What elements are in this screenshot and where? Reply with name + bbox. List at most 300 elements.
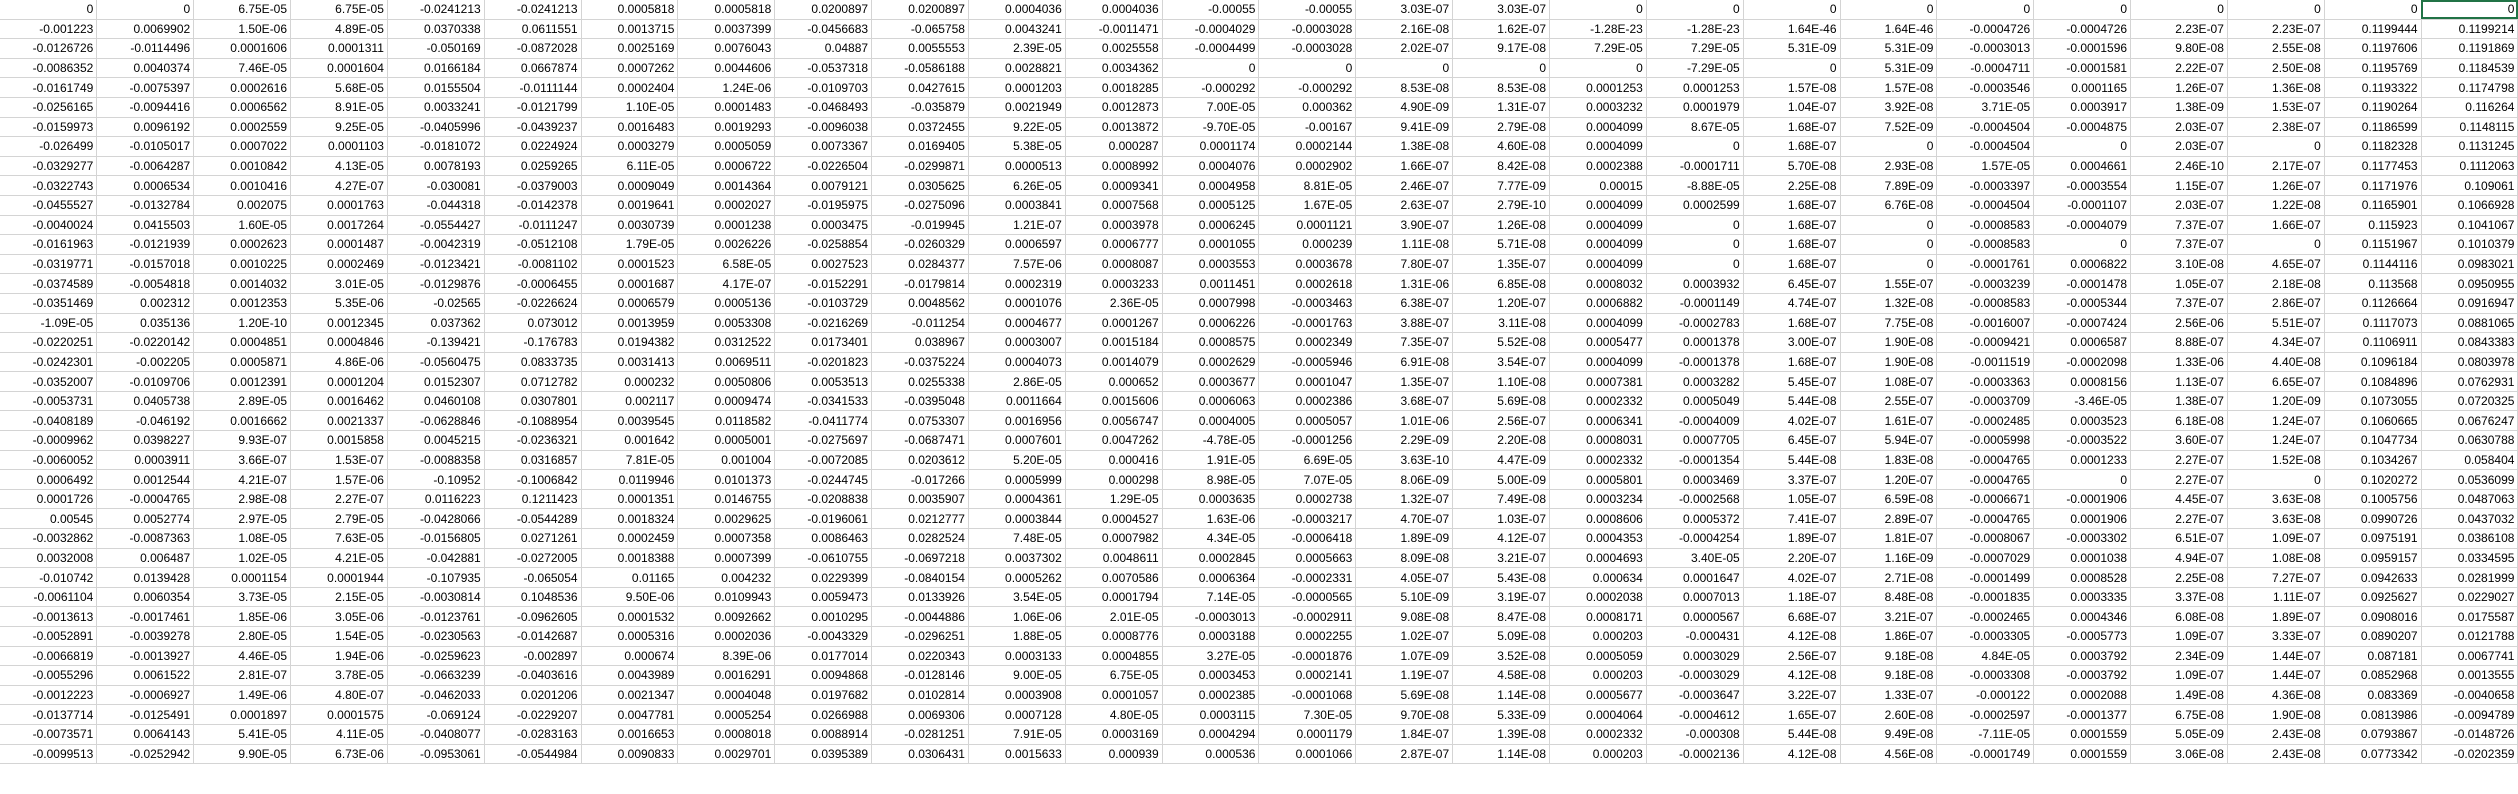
cell[interactable]: 0.0002459 (581, 529, 678, 549)
cell[interactable]: 7.27E-07 (2227, 568, 2324, 588)
cell[interactable]: 7.77E-09 (1453, 176, 1550, 196)
cell[interactable]: -0.0236321 (484, 431, 581, 451)
cell[interactable]: -0.1006842 (484, 470, 581, 490)
cell[interactable]: -0.0003029 (1646, 666, 1743, 686)
cell[interactable]: 1.62E-07 (1453, 19, 1550, 39)
cell[interactable]: -0.0003363 (1937, 372, 2034, 392)
cell[interactable]: 0.0007601 (968, 431, 1065, 451)
cell[interactable]: 0.0370338 (387, 19, 484, 39)
cell[interactable]: 0.0398227 (97, 431, 194, 451)
cell[interactable]: 2.34E-09 (2131, 646, 2228, 666)
cell[interactable]: -0.0560475 (387, 352, 484, 372)
cell[interactable]: 0.0003335 (2034, 587, 2131, 607)
cell[interactable]: 7.37E-07 (2131, 293, 2228, 313)
cell[interactable]: 0.1066928 (2421, 195, 2518, 215)
cell[interactable]: -0.0094416 (97, 97, 194, 117)
cell[interactable]: 0.0001076 (968, 293, 1065, 313)
cell[interactable]: 0.0002404 (581, 78, 678, 98)
cell[interactable]: 1.08E-07 (1840, 372, 1937, 392)
cell[interactable]: 5.45E-07 (1743, 372, 1840, 392)
cell[interactable]: -0.0220251 (0, 333, 97, 353)
cell[interactable]: -0.0244745 (775, 470, 872, 490)
cell[interactable]: 4.17E-07 (678, 274, 775, 294)
cell[interactable]: -0.0375224 (872, 352, 969, 372)
cell[interactable]: -0.0054818 (97, 274, 194, 294)
cell[interactable]: 1.85E-06 (194, 607, 291, 627)
cell[interactable]: -0.0006927 (97, 685, 194, 705)
cell[interactable]: 0.0118582 (678, 411, 775, 431)
cell[interactable]: 2.81E-07 (194, 666, 291, 686)
cell[interactable]: 1.20E-07 (1840, 470, 1937, 490)
cell[interactable]: 6.11E-05 (581, 156, 678, 176)
cell[interactable]: 1.38E-08 (1356, 137, 1453, 157)
cell[interactable]: -0.0004765 (97, 489, 194, 509)
cell[interactable]: 1.20E-07 (1453, 293, 1550, 313)
cell[interactable]: 0.0852968 (2324, 666, 2421, 686)
cell[interactable]: 0.0015184 (1065, 333, 1162, 353)
cell[interactable]: 6.75E-05 (1065, 666, 1162, 686)
cell[interactable]: 0.0004958 (1162, 176, 1259, 196)
cell[interactable]: 0.0076043 (678, 39, 775, 59)
cell[interactable]: 7.52E-09 (1840, 117, 1937, 137)
cell[interactable]: -0.0114496 (97, 39, 194, 59)
cell[interactable]: 0.0002623 (194, 235, 291, 255)
cell[interactable]: 4.12E-08 (1743, 744, 1840, 764)
cell[interactable]: 6.85E-08 (1453, 274, 1550, 294)
cell[interactable]: 6.75E-08 (2131, 705, 2228, 725)
cell[interactable]: 7.14E-05 (1162, 587, 1259, 607)
cell[interactable]: 5.41E-05 (194, 724, 291, 744)
cell[interactable]: -0.0001478 (2034, 274, 2131, 294)
cell[interactable]: 2.36E-05 (1065, 293, 1162, 313)
cell[interactable]: -0.000292 (1259, 78, 1356, 98)
cell[interactable]: 0.0003029 (1646, 646, 1743, 666)
cell[interactable]: 0.0003282 (1646, 372, 1743, 392)
cell[interactable]: 3.88E-07 (1356, 313, 1453, 333)
cell[interactable]: 2.60E-08 (1840, 705, 1937, 725)
cell[interactable]: 0.0001253 (1646, 78, 1743, 98)
cell[interactable]: -0.0005998 (1937, 431, 2034, 451)
cell[interactable]: 0.0001204 (291, 372, 388, 392)
cell[interactable]: 0.0013715 (581, 19, 678, 39)
cell[interactable]: -0.0001906 (2034, 489, 2131, 509)
cell[interactable]: 0.0200897 (872, 0, 969, 19)
cell[interactable]: 2.98E-08 (194, 489, 291, 509)
cell[interactable]: 0.000652 (1065, 372, 1162, 392)
cell[interactable]: 0.0035907 (872, 489, 969, 509)
cell[interactable]: 0.0813986 (2324, 705, 2421, 725)
cell[interactable]: 1.32E-08 (1840, 293, 1937, 313)
cell[interactable]: 1.66E-07 (1356, 156, 1453, 176)
cell[interactable]: 0 (1743, 0, 1840, 19)
cell[interactable]: -0.0001149 (1646, 293, 1743, 313)
cell[interactable]: 2.50E-08 (2227, 58, 2324, 78)
cell[interactable]: -0.0111247 (484, 215, 581, 235)
cell[interactable]: -0.0004009 (1646, 411, 1743, 431)
cell[interactable]: 0.0004361 (968, 489, 1065, 509)
cell[interactable]: -0.0001377 (2034, 705, 2131, 725)
cell[interactable]: 0.000298 (1065, 470, 1162, 490)
cell[interactable]: 5.69E-08 (1453, 391, 1550, 411)
cell[interactable]: 0.1131245 (2421, 137, 2518, 157)
cell[interactable]: 1.21E-07 (968, 215, 1065, 235)
cell[interactable]: 7.35E-07 (1356, 333, 1453, 353)
cell[interactable]: 0.038967 (872, 333, 969, 353)
cell[interactable]: 0.0201206 (484, 685, 581, 705)
cell[interactable]: 4.12E-08 (1743, 627, 1840, 647)
cell[interactable]: -0.0241213 (387, 0, 484, 19)
cell[interactable]: 0.0016653 (581, 724, 678, 744)
cell[interactable]: -0.0003239 (1937, 274, 2034, 294)
cell[interactable]: 5.31E-09 (1840, 39, 1937, 59)
cell[interactable]: 4.80E-05 (1065, 705, 1162, 725)
cell[interactable]: 4.40E-08 (2227, 352, 2324, 372)
cell[interactable]: -7.11E-05 (1937, 724, 2034, 744)
cell[interactable]: 1.94E-06 (291, 646, 388, 666)
cell[interactable]: 1.32E-07 (1356, 489, 1453, 509)
cell[interactable]: -0.0004504 (1937, 195, 2034, 215)
cell[interactable]: 1.68E-07 (1743, 215, 1840, 235)
cell[interactable]: 0.0002038 (1550, 587, 1647, 607)
cell[interactable]: 0.0004036 (1065, 0, 1162, 19)
cell[interactable]: -0.0663239 (387, 666, 484, 686)
cell[interactable]: 0.0010295 (775, 607, 872, 627)
cell[interactable]: 0.0008776 (1065, 627, 1162, 647)
cell[interactable]: 4.02E-07 (1743, 568, 1840, 588)
cell[interactable]: 0.0002845 (1162, 548, 1259, 568)
cell[interactable]: 0.0001726 (0, 489, 97, 509)
cell[interactable]: 1.15E-07 (2131, 176, 2228, 196)
cell[interactable]: 0.0025169 (581, 39, 678, 59)
cell[interactable]: 5.10E-09 (1356, 587, 1453, 607)
cell[interactable]: 2.02E-07 (1356, 39, 1453, 59)
cell[interactable]: 0 (1550, 58, 1647, 78)
cell[interactable]: -0.0405996 (387, 117, 484, 137)
cell[interactable]: -0.0001499 (1937, 568, 2034, 588)
cell[interactable]: -0.0053731 (0, 391, 97, 411)
cell[interactable]: 0.002117 (581, 391, 678, 411)
cell[interactable]: 4.12E-07 (1453, 529, 1550, 549)
cell[interactable]: 2.03E-07 (2131, 117, 2228, 137)
cell[interactable]: 7.48E-05 (968, 529, 1065, 549)
cell[interactable]: -0.0157018 (97, 254, 194, 274)
cell[interactable]: -0.0428066 (387, 509, 484, 529)
cell[interactable]: 7.37E-07 (2131, 215, 2228, 235)
cell[interactable]: 0.0018285 (1065, 78, 1162, 98)
cell[interactable]: 0.0005057 (1259, 411, 1356, 431)
cell[interactable]: 0.0001794 (1065, 587, 1162, 607)
cell[interactable]: 2.23E-07 (2227, 19, 2324, 39)
cell[interactable]: -0.0001761 (1937, 254, 2034, 274)
cell[interactable]: -0.0299871 (872, 156, 969, 176)
cell[interactable]: 3.71E-05 (1937, 97, 2034, 117)
cell[interactable]: 0.0001174 (1162, 137, 1259, 157)
cell[interactable]: 1.44E-07 (2227, 666, 2324, 686)
cell[interactable]: -0.0379003 (484, 176, 581, 196)
cell[interactable]: 0.0040374 (97, 58, 194, 78)
cell[interactable]: 9.18E-08 (1840, 646, 1937, 666)
cell[interactable]: 0.0092662 (678, 607, 775, 627)
cell[interactable]: 7.75E-08 (1840, 313, 1937, 333)
cell[interactable]: 0 (1743, 58, 1840, 78)
cell[interactable]: 0.0002349 (1259, 333, 1356, 353)
cell[interactable]: -0.0004765 (1937, 450, 2034, 470)
cell[interactable]: 5.38E-05 (968, 137, 1065, 157)
cell[interactable]: 0.0003475 (775, 215, 872, 235)
cell[interactable]: -0.0003013 (1937, 39, 2034, 59)
cell[interactable]: 8.47E-08 (1453, 607, 1550, 627)
cell[interactable]: 1.60E-05 (194, 215, 291, 235)
cell[interactable]: -0.0687471 (872, 431, 969, 451)
cell[interactable]: 0 (1453, 58, 1550, 78)
cell[interactable]: 2.56E-07 (1453, 411, 1550, 431)
cell[interactable]: 0.0005677 (1550, 685, 1647, 705)
cell[interactable]: 0.1096184 (2324, 352, 2421, 372)
cell[interactable]: 0.1041067 (2421, 215, 2518, 235)
cell[interactable]: -0.000431 (1646, 627, 1743, 647)
cell[interactable]: 0.000203 (1550, 744, 1647, 764)
cell[interactable]: 0.0001687 (581, 274, 678, 294)
cell[interactable]: 8.88E-07 (2131, 333, 2228, 353)
cell[interactable]: 0.0056747 (1065, 411, 1162, 431)
cell[interactable]: 1.09E-07 (2131, 666, 2228, 686)
cell[interactable]: 0.0004527 (1065, 509, 1162, 529)
cell[interactable]: -0.0003217 (1259, 509, 1356, 529)
cell[interactable]: 0.0006245 (1162, 215, 1259, 235)
cell[interactable]: -0.0013613 (0, 607, 97, 627)
cell[interactable]: 4.74E-07 (1743, 293, 1840, 313)
cell[interactable]: 0.0001038 (2034, 548, 2131, 568)
cell[interactable]: -0.0075397 (97, 78, 194, 98)
cell[interactable]: -0.000292 (1162, 78, 1259, 98)
cell[interactable]: 0.0002388 (1550, 156, 1647, 176)
cell[interactable]: 0.0004099 (1550, 195, 1647, 215)
cell[interactable]: 2.56E-06 (2131, 313, 2228, 333)
cell[interactable]: 0.0833735 (484, 352, 581, 372)
cell[interactable]: -0.0455527 (0, 195, 97, 215)
cell[interactable]: 2.79E-10 (1453, 195, 1550, 215)
cell[interactable]: -0.026499 (0, 137, 97, 157)
cell[interactable]: -1.09E-05 (0, 313, 97, 333)
cell[interactable]: 3.01E-05 (291, 274, 388, 294)
cell[interactable]: 2.89E-07 (1840, 509, 1937, 529)
cell[interactable]: 0.0266988 (775, 705, 872, 725)
cell[interactable]: 0.0220343 (872, 646, 969, 666)
cell[interactable]: 0 (2227, 470, 2324, 490)
cell[interactable]: -0.176783 (484, 333, 581, 353)
cell[interactable]: 3.37E-07 (1743, 470, 1840, 490)
cell[interactable]: -0.0322743 (0, 176, 97, 196)
cell[interactable]: 0.0001483 (678, 97, 775, 117)
cell[interactable]: 0.0177014 (775, 646, 872, 666)
cell[interactable]: 0.0005999 (968, 470, 1065, 490)
cell[interactable]: 0.0037302 (968, 548, 1065, 568)
cell[interactable]: 8.53E-08 (1453, 78, 1550, 98)
cell[interactable]: 0.0047262 (1065, 431, 1162, 451)
cell[interactable]: 0.0005254 (678, 705, 775, 725)
cell[interactable]: -0.0006418 (1259, 529, 1356, 549)
cell[interactable]: 0.0460108 (387, 391, 484, 411)
cell[interactable]: 1.19E-07 (1356, 666, 1453, 686)
cell[interactable]: -0.0009421 (1937, 333, 2034, 353)
cell[interactable]: 0.0003234 (1550, 489, 1647, 509)
cell[interactable]: -0.0544984 (484, 744, 581, 764)
cell[interactable]: 0.0415503 (97, 215, 194, 235)
cell[interactable]: 0 (1840, 254, 1937, 274)
cell[interactable]: 0.002312 (97, 293, 194, 313)
cell[interactable]: 1.89E-07 (2227, 607, 2324, 627)
cell[interactable]: 1.63E-06 (1162, 509, 1259, 529)
cell[interactable]: 8.42E-08 (1453, 156, 1550, 176)
cell[interactable]: 0.0773342 (2324, 744, 2421, 764)
cell[interactable]: 7.49E-08 (1453, 489, 1550, 509)
cell[interactable]: -0.00167 (1259, 117, 1356, 137)
cell[interactable]: -0.0005946 (1259, 352, 1356, 372)
cell[interactable]: 0.0437032 (2421, 509, 2518, 529)
cell[interactable]: 0.0005372 (1646, 509, 1743, 529)
cell[interactable]: 9.18E-08 (1840, 666, 1937, 686)
cell[interactable]: -0.0142687 (484, 627, 581, 647)
cell[interactable]: 0.0014364 (678, 176, 775, 196)
cell[interactable]: 0.0003841 (968, 195, 1065, 215)
cell[interactable]: 6.76E-08 (1840, 195, 1937, 215)
cell[interactable]: 0.0007399 (678, 548, 775, 568)
cell[interactable]: 0.0166184 (387, 58, 484, 78)
cell[interactable]: 0.1073055 (2324, 391, 2421, 411)
cell[interactable]: 0.0169405 (872, 137, 969, 157)
cell[interactable]: 1.09E-07 (2131, 627, 2228, 647)
cell[interactable]: -0.0001378 (1646, 352, 1743, 372)
cell[interactable]: 3.00E-07 (1743, 333, 1840, 353)
cell[interactable]: -0.0341533 (775, 391, 872, 411)
cell[interactable]: 0.0003677 (1162, 372, 1259, 392)
cell[interactable]: -0.0004079 (2034, 215, 2131, 235)
cell[interactable]: -0.0086352 (0, 58, 97, 78)
cell[interactable]: 1.61E-07 (1840, 411, 1937, 431)
cell[interactable]: 0.000416 (1065, 450, 1162, 470)
cell[interactable]: 4.34E-07 (2227, 333, 2324, 353)
cell[interactable]: 0.1047734 (2324, 431, 2421, 451)
cell[interactable]: -0.0006455 (484, 274, 581, 294)
cell[interactable]: 6.08E-08 (2131, 607, 2228, 627)
cell[interactable]: 0.0630788 (2421, 431, 2518, 451)
cell[interactable]: 0.0003553 (1162, 254, 1259, 274)
cell[interactable]: 0.0003911 (97, 450, 194, 470)
cell[interactable]: 6.68E-07 (1743, 607, 1840, 627)
cell[interactable]: 2.93E-08 (1840, 156, 1937, 176)
cell[interactable]: -0.0610755 (775, 548, 872, 568)
cell[interactable]: 0.0047781 (581, 705, 678, 725)
cell[interactable]: 0.1184539 (2421, 58, 2518, 78)
cell[interactable]: 0.0229027 (2421, 587, 2518, 607)
cell[interactable]: 0.0305625 (872, 176, 969, 196)
cell[interactable]: -0.0001835 (1937, 587, 2034, 607)
cell[interactable]: 2.29E-09 (1356, 431, 1453, 451)
cell[interactable]: -0.0003302 (2034, 529, 2131, 549)
cell[interactable]: -0.0000565 (1259, 587, 1356, 607)
cell[interactable]: 0.0069511 (678, 352, 775, 372)
cell[interactable]: 0.0152307 (387, 372, 484, 392)
cell[interactable]: 0.1193322 (2324, 78, 2421, 98)
cell[interactable]: 5.51E-07 (2227, 313, 2324, 333)
cell[interactable]: 0.0006534 (97, 176, 194, 196)
cell[interactable]: 3.54E-07 (1453, 352, 1550, 372)
cell[interactable]: 6.69E-05 (1259, 450, 1356, 470)
cell[interactable]: 0.0005316 (581, 627, 678, 647)
cell[interactable]: 6.75E-05 (194, 0, 291, 19)
cell[interactable]: 0.0005136 (678, 293, 775, 313)
cell[interactable]: 0.0008087 (1065, 254, 1162, 274)
cell[interactable]: -0.0066819 (0, 646, 97, 666)
cell[interactable]: -0.0003463 (1259, 293, 1356, 313)
cell[interactable]: -0.0004726 (2034, 19, 2131, 39)
cell[interactable]: 0.0004846 (291, 333, 388, 353)
cell[interactable]: 0.0059473 (775, 587, 872, 607)
cell[interactable]: 3.90E-07 (1356, 215, 1453, 235)
cell[interactable]: -0.0004875 (2034, 117, 2131, 137)
cell[interactable]: 0.0014079 (1065, 352, 1162, 372)
cell[interactable]: -0.0003647 (1646, 685, 1743, 705)
cell[interactable]: 0.0001311 (291, 39, 388, 59)
cell[interactable]: 7.00E-05 (1162, 97, 1259, 117)
cell[interactable]: 3.21E-07 (1453, 548, 1550, 568)
cell[interactable]: 0.0334595 (2421, 548, 2518, 568)
cell[interactable]: 0.0006562 (194, 97, 291, 117)
cell[interactable]: 0.0001103 (291, 137, 388, 157)
cell[interactable]: 1.22E-08 (2227, 195, 2324, 215)
cell[interactable]: 0.113568 (2324, 274, 2421, 294)
cell[interactable]: 4.12E-08 (1743, 666, 1840, 686)
cell[interactable]: 4.45E-07 (2131, 489, 2228, 509)
cell[interactable]: 0.0001055 (1162, 235, 1259, 255)
cell[interactable]: 0.0975191 (2324, 529, 2421, 549)
cell[interactable]: 5.44E-08 (1743, 724, 1840, 744)
cell[interactable]: 0.1171976 (2324, 176, 2421, 196)
cell[interactable]: 0.0001532 (581, 607, 678, 627)
cell[interactable]: 0.0004294 (1162, 724, 1259, 744)
cell[interactable]: 5.69E-08 (1356, 685, 1453, 705)
cell[interactable]: 0.0942633 (2324, 568, 2421, 588)
cell[interactable]: -0.0055296 (0, 666, 97, 686)
cell[interactable]: 0.0064143 (97, 724, 194, 744)
cell[interactable]: 0.1126664 (2324, 293, 2421, 313)
cell[interactable]: -0.0456683 (775, 19, 872, 39)
cell[interactable]: 0.0008171 (1550, 607, 1647, 627)
cell[interactable]: 0.0006364 (1162, 568, 1259, 588)
cell[interactable]: 0.001642 (581, 431, 678, 451)
cell[interactable]: 4.34E-05 (1162, 529, 1259, 549)
cell[interactable]: -0.0241213 (484, 0, 581, 19)
cell[interactable]: 0.116264 (2421, 97, 2518, 117)
cell[interactable]: 0.0008156 (2034, 372, 2131, 392)
cell[interactable]: 0.0016462 (291, 391, 388, 411)
cell[interactable]: 0.0037399 (678, 19, 775, 39)
cell[interactable]: 0.087181 (2324, 646, 2421, 666)
cell[interactable]: 1.68E-07 (1743, 117, 1840, 137)
cell[interactable]: 0.000203 (1550, 666, 1647, 686)
cell[interactable]: -0.0181072 (387, 137, 484, 157)
cell[interactable]: 0.0006587 (2034, 333, 2131, 353)
cell[interactable]: -0.0032862 (0, 529, 97, 549)
cell[interactable]: -0.0001749 (1937, 744, 2034, 764)
cell[interactable]: 0.0006226 (1162, 313, 1259, 333)
cell[interactable]: 1.02E-07 (1356, 627, 1453, 647)
cell[interactable]: -0.0009962 (0, 431, 97, 451)
cell[interactable]: 0.0010842 (194, 156, 291, 176)
cell[interactable]: 0.0667874 (484, 58, 581, 78)
cell[interactable]: 5.43E-08 (1453, 568, 1550, 588)
cell[interactable]: 0.0002599 (1646, 195, 1743, 215)
